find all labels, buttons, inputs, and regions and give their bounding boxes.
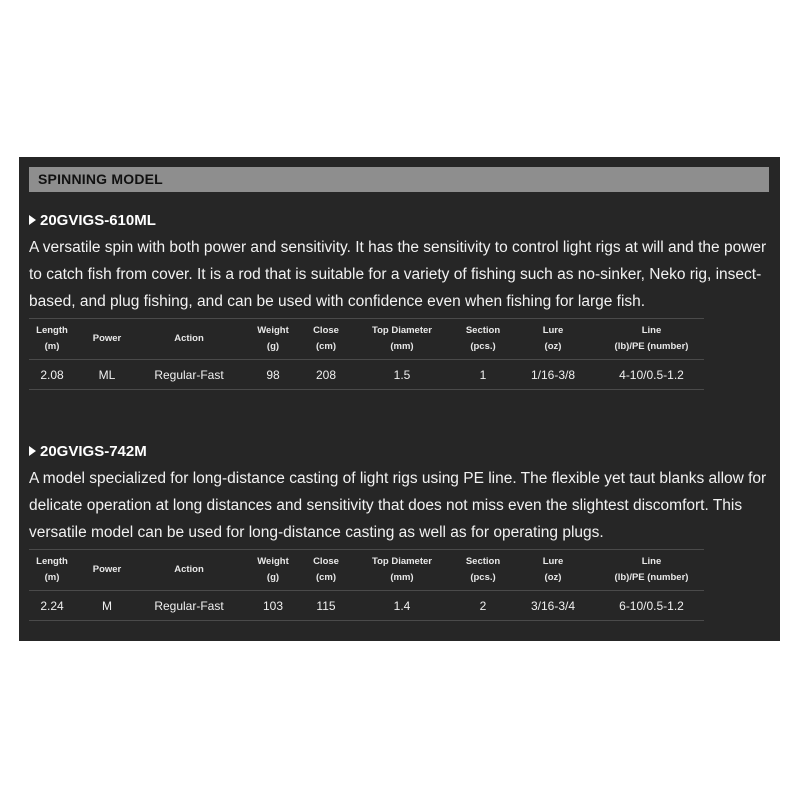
model-description: A model specialized for long-distance casting of light rigs using PE line. The flexible yet taut blanks allow for delicate operation at long distances and sensitivity that does not miss even the slightest discomfort. This versatile model can be used for long-distance casting as well as for operating plugs. xyxy=(29,470,767,541)
cell-close: 115 xyxy=(307,591,345,621)
header-close: Close (cm) xyxy=(307,550,345,591)
cell-top-diameter: 1.5 xyxy=(345,360,459,390)
header-top-diameter: Top Diameter (mm) xyxy=(345,319,459,360)
table-header-row xyxy=(29,550,704,591)
model-title xyxy=(29,209,769,231)
cell-line: 4-10/0.5-1.2 xyxy=(599,360,704,390)
cell-power: ML xyxy=(75,360,139,390)
header-power: Power xyxy=(75,550,139,591)
table-row xyxy=(29,360,704,390)
table-header-row xyxy=(29,319,704,360)
spec-panel xyxy=(19,157,780,641)
spec-table xyxy=(29,318,704,390)
header-weight: Weight (g) xyxy=(239,319,307,360)
cell-length: 2.08 xyxy=(29,360,75,390)
model-name: 20GVIGS-610ML xyxy=(40,211,156,229)
header-action: Action xyxy=(139,319,239,360)
header-lure: Lure (oz) xyxy=(507,319,599,360)
model-description: A versatile spin with both power and sensitivity. It has the sensitivity to control light rigs at will and the power to catch fish from cover. It is a rod that is suitable for a variety of fishing such as no-sinker, Neko rig, insect-based, and plug fishing, and can be used with confidence even when fishing for large fish. xyxy=(29,239,767,310)
header-close: Close (cm) xyxy=(307,319,345,360)
cell-action: Regular-Fast xyxy=(139,360,239,390)
header-line: Line (lb)/PE (number) xyxy=(599,550,704,591)
model-name: 20GVIGS-742M xyxy=(40,442,147,460)
cell-weight: 98 xyxy=(239,360,307,390)
cell-section: 2 xyxy=(459,591,507,621)
table-row xyxy=(29,591,704,621)
triangle-right-icon xyxy=(29,446,36,456)
cell-weight: 103 xyxy=(239,591,307,621)
triangle-right-icon xyxy=(29,215,36,225)
header-action: Action xyxy=(139,550,239,591)
cell-lure: 1/16-3/8 xyxy=(507,360,599,390)
model-title xyxy=(29,440,769,462)
header-section: Section (pcs.) xyxy=(459,550,507,591)
model-block xyxy=(29,440,769,621)
cell-length: 2.24 xyxy=(29,591,75,621)
cell-action: Regular-Fast xyxy=(139,591,239,621)
header-weight: Weight (g) xyxy=(239,550,307,591)
header-top-diameter: Top Diameter (mm) xyxy=(345,550,459,591)
cell-top-diameter: 1.4 xyxy=(345,591,459,621)
header-lure: Lure (oz) xyxy=(507,550,599,591)
spec-table xyxy=(29,549,704,621)
header-length: Length (m) xyxy=(29,550,75,591)
cell-lure: 3/16-3/4 xyxy=(507,591,599,621)
header-line: Line (lb)/PE (number) xyxy=(599,319,704,360)
header-length: Length (m) xyxy=(29,319,75,360)
cell-power: M xyxy=(75,591,139,621)
section-title: SPINNING MODEL xyxy=(29,167,769,192)
cell-section: 1 xyxy=(459,360,507,390)
cell-close: 208 xyxy=(307,360,345,390)
header-section: Section (pcs.) xyxy=(459,319,507,360)
header-power: Power xyxy=(75,319,139,360)
model-block xyxy=(29,209,769,390)
cell-line: 6-10/0.5-1.2 xyxy=(599,591,704,621)
